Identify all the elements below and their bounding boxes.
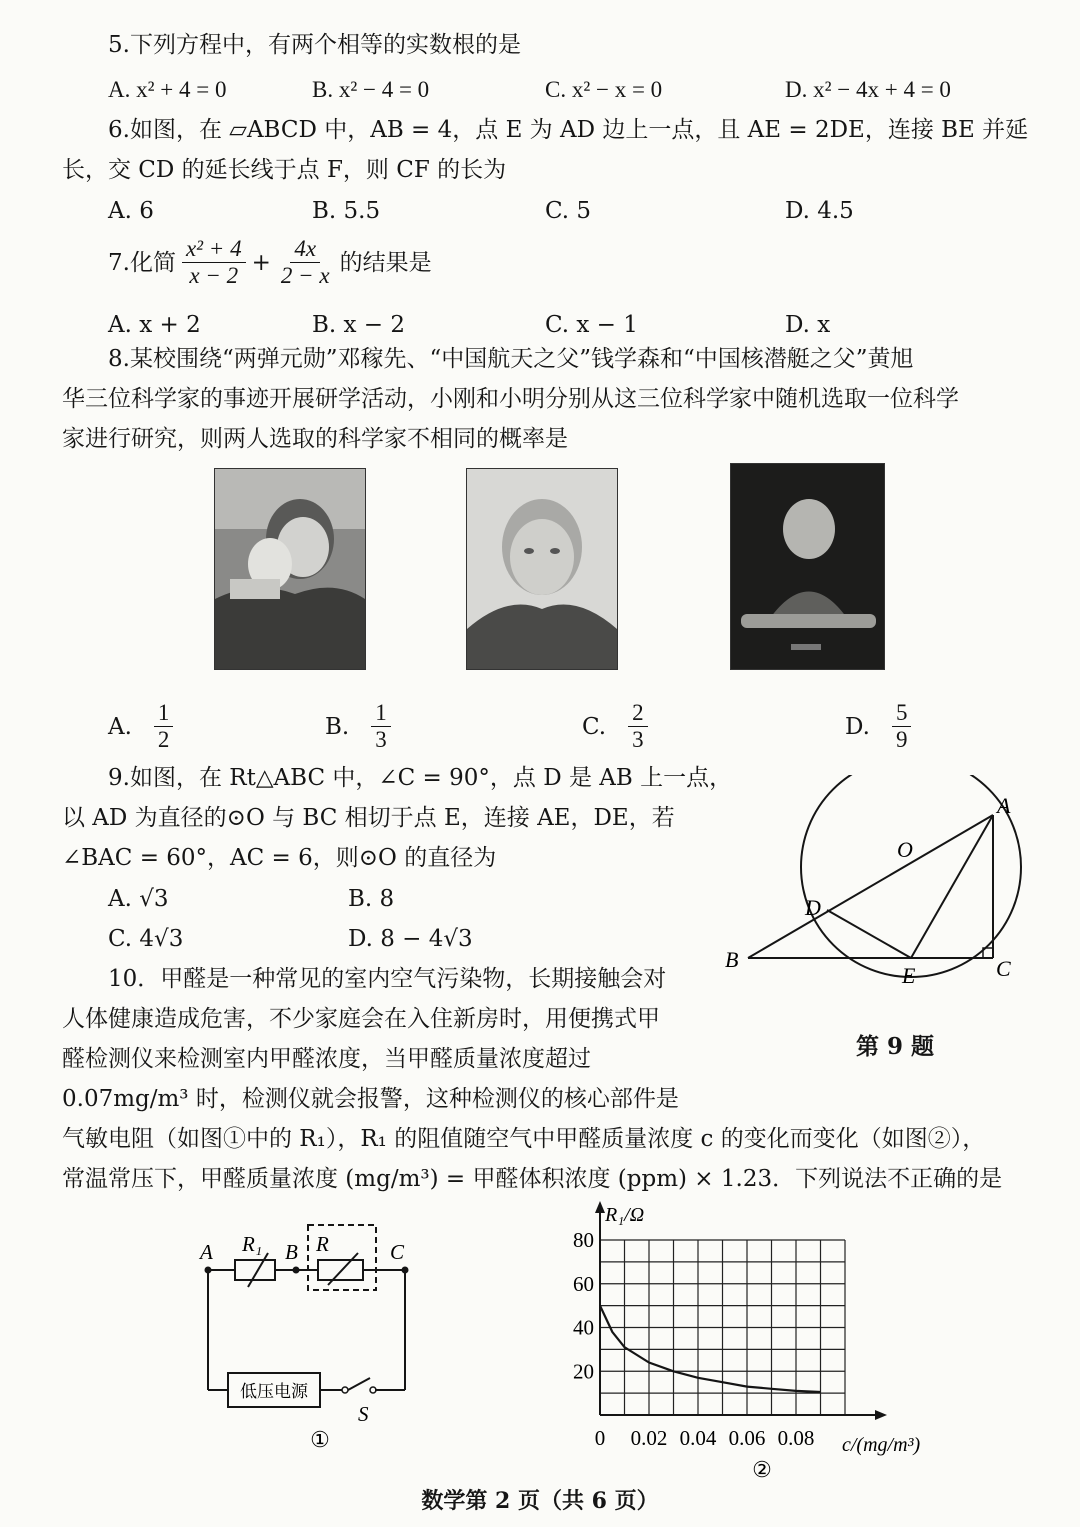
q8-option-d-num: 5: [892, 700, 912, 727]
q5-option-d: D. x² − 4x + 4 = 0: [785, 77, 951, 102]
y-tick-label: 60: [573, 1271, 594, 1296]
resistance-concentration-chart: [555, 1195, 955, 1490]
q8-option-d-den: 9: [895, 727, 908, 752]
q8-line1: 8.某校围绕“两弹元勋”邓稼先、“中国航天之父”钱学森和“中国核潜艇之父”黄旭: [108, 346, 914, 372]
chart-axes: [595, 1201, 887, 1420]
q8-line2: 华三位科学家的事迹开展研学活动，小刚和小明分别从这三位科学家中随机选取一位科学: [62, 386, 959, 412]
label-b: B: [725, 947, 739, 972]
variable-resistor-r: [318, 1260, 363, 1280]
switch-s: [348, 1378, 370, 1390]
x-tick-label: 0.02: [630, 1426, 668, 1450]
segment-ae: [911, 815, 993, 958]
circuit-label-r: R: [316, 1232, 329, 1256]
q7-option-b: B. x − 2: [312, 312, 406, 338]
q8-option-c-letter: C.: [582, 713, 607, 740]
label-o: O: [897, 837, 913, 862]
q10-line4: 0.07mg/m³ 时，检测仪就会报警，这种检测仪的核心部件是: [62, 1086, 679, 1112]
label-e: E: [902, 963, 916, 988]
q9-line1: 9.如图，在 Rt△ABC 中，∠C = 90°，点 D 是 AB 上一点，: [108, 765, 733, 791]
q6-stem-line2: 长，交 CD 的延长线于点 F，则 CF 的长为: [62, 157, 507, 183]
label-a: A: [997, 793, 1011, 818]
q8-option-a-letter: A.: [108, 713, 132, 740]
q7-fraction-1: [182, 236, 246, 289]
q7-frac1-num: x² + 4: [182, 236, 246, 263]
circuit-label-r1: R₁: [242, 1232, 263, 1256]
circuit-caption: ①: [310, 1428, 330, 1453]
q8-option-c-num: 2: [628, 700, 648, 727]
segment-ab: [748, 815, 993, 958]
power-source-label: 低压电源: [240, 1382, 308, 1402]
q10-line5: 气敏电阻（如图①中的 R₁），R₁ 的阻值随空气中甲醛质量浓度 c 的变化而变化（如图②），: [62, 1126, 986, 1152]
q9-option-c: C. 4√3: [108, 926, 184, 952]
label-d: D: [805, 895, 821, 920]
q8-option-b-num: 1: [371, 700, 391, 727]
y-tick-label: 80: [573, 1228, 594, 1252]
q9-option-b: B. 8: [348, 886, 395, 912]
circuit-label-s: S: [358, 1402, 369, 1426]
q9-option-a: A. √3: [108, 886, 169, 912]
circuit-figure: [190, 1215, 430, 1455]
q10-line6: 常温常压下，甲醛质量浓度 (mg/m³) = 甲醛体积浓度 (ppm) × 1.23．下列说法不正确的是: [62, 1166, 1003, 1192]
q9-option-d: D. 8 − 4√3: [348, 926, 473, 952]
x-tick-label: 0.08: [777, 1426, 815, 1450]
x-tick-label: 0.06: [728, 1426, 766, 1450]
x-tick-label: 0: [594, 1426, 606, 1450]
q7-option-d: D. x: [785, 312, 831, 338]
q7-stem: [108, 236, 432, 289]
q8-line3: 家进行研究，则两人选取的科学家不相同的概率是: [62, 426, 568, 452]
y-axis-arrow: [595, 1201, 605, 1213]
q8-option-d-fraction: [892, 700, 912, 753]
x-axis-arrow: [875, 1410, 887, 1420]
q9-figure-caption: 第 9 题: [856, 1033, 935, 1060]
q7-option-a: A. x + 2: [108, 312, 201, 338]
resistor-r1-arrow: [248, 1253, 268, 1287]
q8-option-b-den: 3: [375, 727, 387, 752]
page-footer: 数学第 2 页（共 6 页）: [421, 1488, 659, 1514]
q8-option-b-fraction: [371, 700, 391, 753]
scientist-photo-3: [730, 463, 885, 670]
chart-ylabel: R₁/Ω: [605, 1204, 645, 1226]
q6-option-a: A. 6: [108, 198, 154, 224]
circuit-label-a: A: [200, 1240, 213, 1264]
q6-option-d: D. 4.5: [785, 198, 854, 224]
q8-option-a-den: 2: [157, 727, 170, 752]
node-a: [205, 1267, 212, 1274]
q8-option-d: [845, 700, 911, 753]
switch-contact-1: [342, 1387, 348, 1393]
q8-option-c: [582, 700, 648, 753]
q5-option-b: B. x² − 4 = 0: [312, 77, 430, 102]
chart-caption: ②: [752, 1458, 772, 1483]
q10-line1: 10．甲醛是一种常见的室内空气污染物，长期接触会对: [108, 966, 667, 992]
scientist-photo-1: [214, 468, 366, 670]
circuit-label-c: C: [390, 1240, 405, 1264]
q7-prefix: 7.化简: [108, 249, 176, 276]
q10-line2: 人体健康造成危害，不少家庭会在入住新房时，用便携式甲: [62, 1006, 660, 1032]
y-tick-label: 40: [573, 1315, 594, 1340]
chart-grid: [600, 1240, 845, 1415]
q5-option-a: A. x² + 4 = 0: [108, 77, 227, 102]
q6-stem-line1: 6.如图，在 ▱ABCD 中，AB = 4，点 E 为 AD 边上一点，且 AE = 2DE，连接 BE 并延: [108, 117, 1029, 143]
label-c: C: [996, 956, 1011, 981]
q8-option-c-den: 3: [632, 727, 644, 752]
q7-frac1-den: x − 2: [189, 263, 239, 288]
q7-fraction-2: [277, 236, 334, 289]
q8-option-d-letter: D.: [845, 713, 870, 740]
scientist-photo-2: [466, 468, 618, 670]
q7-frac2-den: 2 − x: [280, 263, 330, 288]
q9-line2: 以 AD 为直径的⊙O 与 BC 相切于点 E，连接 AE，DE，若: [62, 805, 675, 831]
q8-option-a-num: 1: [154, 700, 174, 727]
q7-suffix: 的结果是: [339, 249, 432, 276]
q9-geometry-figure: [715, 775, 1035, 990]
q6-option-c: C. 5: [545, 198, 592, 224]
node-b: [293, 1267, 300, 1274]
q5-stem: 5.下列方程中，有两个相等的实数根的是: [108, 32, 521, 58]
q8-option-c-fraction: [628, 700, 648, 753]
circuit-label-b: B: [285, 1240, 298, 1264]
q10-line3: 醛检测仪来检测室内甲醛浓度，当甲醛质量浓度超过: [62, 1046, 591, 1072]
q5-option-c: C. x² − x = 0: [545, 77, 663, 102]
q8-option-a-fraction: [154, 700, 174, 753]
chart-xlabel: c/(mg/m³): [842, 1434, 921, 1456]
q8-option-b: [325, 700, 391, 753]
q9-line3: ∠BAC = 60°，AC = 6，则⊙O 的直径为: [62, 845, 497, 871]
node-c: [402, 1267, 409, 1274]
circle-o: [801, 775, 1021, 977]
q7-plus: +: [251, 249, 271, 276]
q8-option-a: [108, 700, 173, 753]
q8-option-b-letter: B.: [325, 713, 350, 740]
y-tick-label: 20: [573, 1359, 594, 1384]
q7-frac2-num: 4x: [290, 236, 320, 263]
q6-option-b: B. 5.5: [312, 198, 381, 224]
x-tick-label: 0.04: [679, 1426, 717, 1450]
q7-option-c: C. x − 1: [545, 312, 638, 338]
